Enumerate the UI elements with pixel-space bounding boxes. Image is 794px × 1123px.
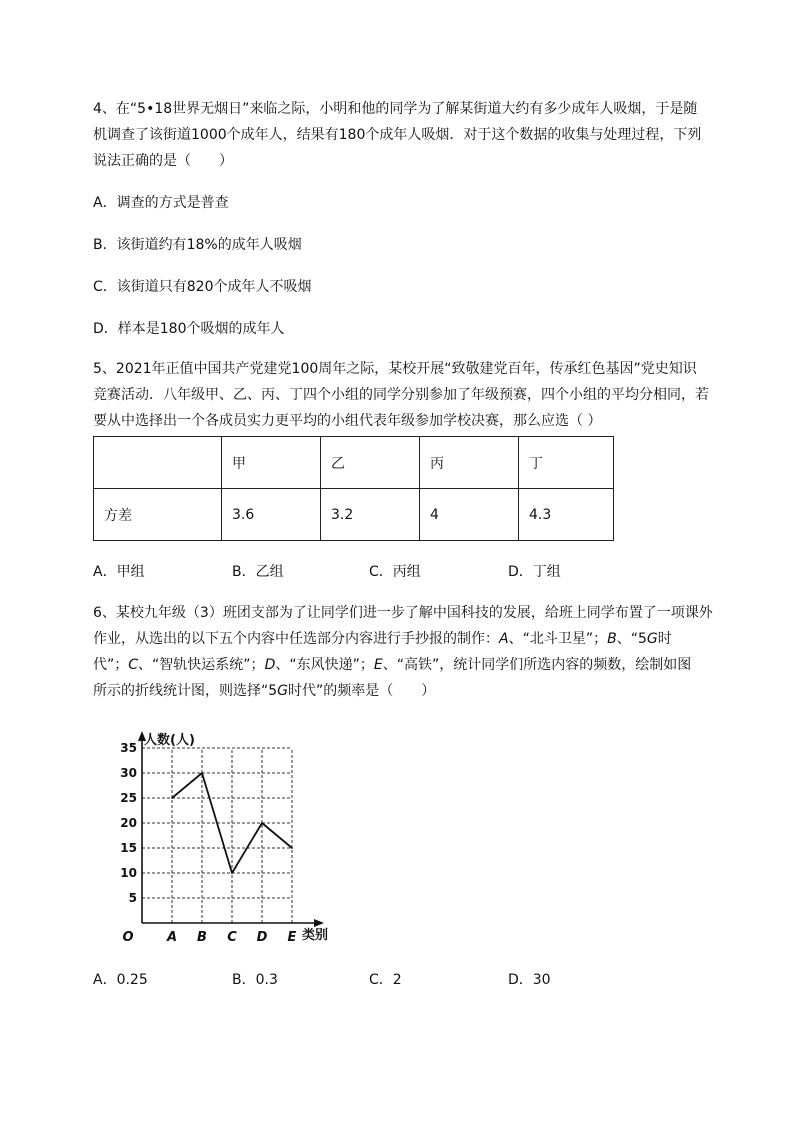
q6-option-d[interactable]: D．30 <box>508 972 551 988</box>
series-line-segment <box>172 773 202 798</box>
q5-line-3: 要从中选择出一个各成员实力更平均的小组代表年级参加学校决赛，那么应选（ ） <box>93 413 602 429</box>
q6-line-2: 作业，从选出的以下五个内容中任选部分内容进行手抄报的制作：A、“北斗卫星”；B、“5G时 <box>93 631 672 647</box>
q6-line-4: 所示的折线统计图，则选择“5G时代”的频率是（ ） <box>93 683 436 699</box>
data-point <box>171 797 173 799</box>
q4-option-c[interactable]: C．该街道只有820个成年人不吸烟 <box>93 279 312 295</box>
y-tick-label: 5 <box>128 891 137 905</box>
q5-option-d[interactable]: D．丁组 <box>508 564 561 580</box>
q5-options <box>93 562 653 582</box>
y-tick-label: 15 <box>120 841 137 855</box>
q6-option-a[interactable]: A．0.25 <box>93 972 148 988</box>
table-header-cell: 丁 <box>519 437 614 489</box>
variance-table <box>93 436 614 541</box>
table-header-row <box>94 437 614 489</box>
q6-option-b[interactable]: B．0.3 <box>232 972 278 988</box>
q5-option-b[interactable]: B．乙组 <box>232 564 284 580</box>
y-axis-title: 人数(人) <box>144 733 195 748</box>
q4-line-1: 4、在“5•18世界无烟日”来临之际，小明和他的同学为了解某街道大约有多少成年人吸烟，于是随 <box>93 101 698 117</box>
y-tick-label: 30 <box>120 766 137 780</box>
question-5-stem <box>93 356 709 434</box>
data-point <box>201 772 203 774</box>
q4-line-2: 机调查了该街道1000个成年人，结果有180个成年人吸烟．对于这个数据的收集与处理过程，下列 <box>93 127 702 143</box>
x-axis-arrow <box>314 919 324 927</box>
q4-option-a[interactable]: A．调查的方式是普查 <box>93 195 229 211</box>
x-tick-label: C <box>227 930 237 945</box>
q5-option-a[interactable]: A．甲组 <box>93 564 145 580</box>
q6-options <box>93 970 653 990</box>
x-axis-title: 类别 <box>302 928 329 943</box>
table-header-cell: 甲 <box>222 437 321 489</box>
table-cell: 3.6 <box>222 489 321 541</box>
x-tick-label: B <box>197 930 207 945</box>
origin-label: O <box>122 930 134 945</box>
q6-line-1: 6、某校九年级（3）班团支部为了让同学们进一步了解中国科技的发展，给班上同学布置了一项课外 <box>93 605 713 621</box>
q4-option-d[interactable]: D．样本是180个吸烟的成年人 <box>93 321 285 337</box>
table-header-cell <box>94 437 222 489</box>
q5-option-c[interactable]: C．丙组 <box>369 564 421 580</box>
q4-line-3: 说法正确的是（ ） <box>93 153 233 169</box>
q4-option-b[interactable]: B．该街道约有18%的成年人吸烟 <box>93 237 302 253</box>
series-line-segment <box>262 823 292 848</box>
y-tick-label: 10 <box>120 866 137 880</box>
q6-option-c[interactable]: C．2 <box>369 972 402 988</box>
table-cell: 方差 <box>94 489 222 541</box>
y-tick-label: 20 <box>120 816 137 830</box>
q5-line-1: 5、2021年正值中国共产党建党100周年之际，某校开展“致敬建党百年，传承红色基因”党史知识 <box>93 361 697 377</box>
x-tick-label: D <box>256 930 268 945</box>
x-tick-label: E <box>287 930 297 945</box>
q5-line-2: 竞赛活动．八年级甲、乙、丙、丁四个小组的同学分别参加了年级预赛，四个小组的平均分相同，若 <box>93 387 709 403</box>
y-tick-label: 35 <box>120 741 137 755</box>
question-4-stem <box>93 96 705 174</box>
table-cell: 4.3 <box>519 489 614 541</box>
data-point <box>291 847 293 849</box>
table-cell: 4 <box>420 489 519 541</box>
line-chart <box>112 728 352 948</box>
x-tick-label: A <box>166 930 178 945</box>
y-tick-label: 25 <box>120 791 137 805</box>
table-cell: 3.2 <box>321 489 420 541</box>
table-header-cell: 乙 <box>321 437 420 489</box>
question-6-stem <box>93 600 713 704</box>
table-row <box>94 489 614 541</box>
q6-line-3: 代”；C、“智轨快运系统”；D、“东风快递”；E、“高铁”，统计同学们所选内容的频数，绘制如图 <box>93 657 692 673</box>
data-point <box>231 872 233 874</box>
data-point <box>261 822 263 824</box>
table-header-cell: 丙 <box>420 437 519 489</box>
